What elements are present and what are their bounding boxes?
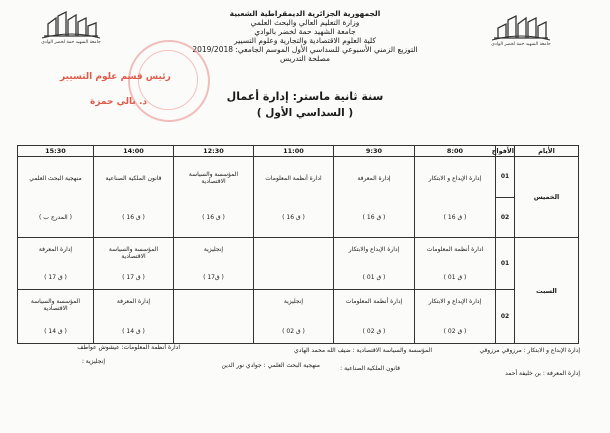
time-header: 12:30 xyxy=(174,146,254,157)
session-cell-empty xyxy=(174,290,254,344)
session-cell xyxy=(254,290,334,344)
session-room: ( ق 02 ) xyxy=(362,328,386,335)
university-logo-right xyxy=(490,12,552,54)
session-cell xyxy=(334,238,415,290)
session-room: ( ق 02 ) xyxy=(282,328,305,335)
session-room: ( ق 17 ) xyxy=(44,274,67,281)
timetable xyxy=(17,145,579,344)
session-room: ( ق 01 ) xyxy=(443,274,467,281)
day-thursday: الخميس xyxy=(515,157,579,238)
session-cell xyxy=(174,157,254,238)
teacher-research-method: منهجية البحث العلمي : جوادي نور الدين xyxy=(221,362,320,369)
teacher-enterprise-policy: المؤسسة والسياسة الاقتصادية : ضيف الله محمد الهادي xyxy=(294,347,432,354)
session-room: ( ق 16 ) xyxy=(282,214,305,221)
session-cell xyxy=(18,157,94,238)
session-room: ( المدرج ب ) xyxy=(39,214,72,221)
teacher-english: إنجليزية : xyxy=(81,358,105,365)
university-logo-left xyxy=(40,10,102,52)
signature-title: رئيس قسم علوم التسيير xyxy=(60,72,171,82)
session-cell xyxy=(18,290,94,344)
col-groups-header: الأفواج xyxy=(491,147,514,155)
session-subject: ادارة أنظمة المعلومات xyxy=(265,175,322,182)
header-schedule-caption: التوزيع الزمني الأسبوعي للسداسي الأول الموسم الجامعي: 2019/2018 xyxy=(192,45,418,54)
session-cell-empty xyxy=(254,238,334,290)
session-cell xyxy=(415,157,496,238)
logo-caption: جامعة الشهيد حمة لخضر الوادي xyxy=(491,42,551,47)
session-subject: المؤسسة والسياسة الاقتصادية xyxy=(30,298,81,312)
teacher-innovation: إدارة الإبداع و الابتكار : مرزوقي مرزوقي xyxy=(479,347,580,354)
session-subject: إدارة المعرفة xyxy=(38,246,73,253)
signature-name: د. بالي حمزة xyxy=(90,97,147,107)
session-subject: إنجليزية xyxy=(283,298,304,305)
time-header: 9:30 xyxy=(334,146,415,157)
session-subject: قانون الملكية الصناعية xyxy=(105,175,162,182)
header-university: جامعة الشهيد حمة لخضر بالوادي xyxy=(254,27,356,36)
session-room: ( ق 16 ) xyxy=(202,214,225,221)
group-label: 02 xyxy=(496,290,515,344)
table-row xyxy=(18,238,579,290)
table-row xyxy=(18,290,579,344)
session-cell xyxy=(94,157,174,238)
time-header: 11:00 xyxy=(254,146,334,157)
page-subtitle: ( السداسي الأول ) xyxy=(256,107,354,119)
header-department: مصلحة التدريس xyxy=(279,54,331,63)
university-building-icon xyxy=(490,12,552,42)
session-cell xyxy=(174,238,254,290)
header-faculty: كلية العلوم الاقتصادية والتجارية وعلوم التسيير xyxy=(234,36,376,45)
university-building-icon xyxy=(40,10,102,40)
teacher-knowledge: إدارة المعرفة : بن خليفة أحمد xyxy=(505,370,580,377)
session-room: ( ق 14 ) xyxy=(44,328,67,335)
session-room: ( ق 16 ) xyxy=(362,214,386,221)
session-subject: إنجليزية xyxy=(203,246,224,253)
page-title: سنة ثانية ماستر: إدارة أعمال xyxy=(226,90,384,103)
session-subject: إدارة الإبداع والابتكار xyxy=(348,246,400,253)
time-header: 14:00 xyxy=(94,146,174,157)
session-subject: المؤسسة والسياسة الاقتصادية xyxy=(188,171,239,185)
session-cell xyxy=(94,238,174,290)
teacher-info-systems: ادارة أنظمة المعلومات: عيشوش عواطف xyxy=(77,344,180,351)
session-subject: إدارة المعرفة xyxy=(357,175,391,182)
session-cell xyxy=(18,238,94,290)
session-cell xyxy=(334,157,415,238)
time-header: 15:30 xyxy=(18,146,94,157)
logo-caption: جامعة الشهيد حمة لخضر الوادي xyxy=(41,40,101,45)
time-header: 8:00 xyxy=(415,146,496,157)
session-room: ( ق 01 ) xyxy=(362,274,386,281)
session-subject: إدارة أنظمة المعلومات xyxy=(345,298,403,305)
header-republic: الجمهورية الجزائرية الديمقراطية الشعبية xyxy=(229,9,381,18)
teacher-industrial-property: قانون الملكية الصناعية : xyxy=(340,365,400,372)
session-subject: المؤسسة والسياسة الاقتصادية xyxy=(108,246,159,260)
session-room: ( ق 02 ) xyxy=(443,328,467,335)
session-room: ( ق 16 ) xyxy=(443,214,467,221)
session-cell xyxy=(415,238,496,290)
session-room: ( ق 14 ) xyxy=(122,328,145,335)
session-room: ( ق 17 ) xyxy=(122,274,145,281)
day-saturday: السبت xyxy=(515,238,579,344)
session-cell xyxy=(254,157,334,238)
session-subject: منهجية البحث العلمي xyxy=(29,175,82,182)
group-label: 01 xyxy=(496,157,515,198)
header-ministry: وزارة التعليم العالي والبحث العلمي xyxy=(250,18,360,27)
group-label: 02 xyxy=(496,197,515,238)
session-subject: إدارة المعرفة xyxy=(116,298,151,305)
session-room: ( ق17 ) xyxy=(203,274,224,281)
session-subject: ادارة أنظمة المعلومات xyxy=(426,246,484,253)
session-subject: إدارة الإبداع و الابتكار xyxy=(428,175,482,182)
table-row xyxy=(18,157,579,198)
session-room: ( ق 16 ) xyxy=(122,214,145,221)
session-cell xyxy=(94,290,174,344)
session-cell xyxy=(415,290,496,344)
col-days-header: الأيام xyxy=(515,146,579,157)
table-header-row xyxy=(18,146,579,157)
session-cell xyxy=(334,290,415,344)
session-subject: إدارة الإبداع و الابتكار xyxy=(428,298,482,305)
group-label: 01 xyxy=(496,238,515,290)
